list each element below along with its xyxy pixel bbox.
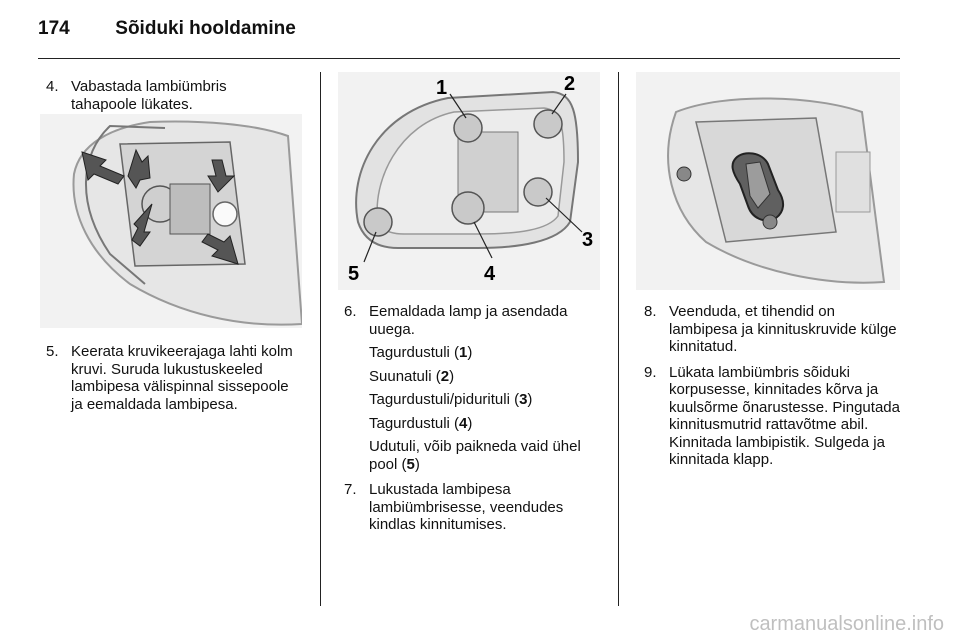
figure-lamp-housing-removal: [40, 114, 302, 328]
step-text: Veenduda, et tihendid on lambipesa ja kinnituskruvide külge kinnitatud.: [669, 303, 897, 355]
page-number: 174: [38, 18, 70, 39]
step-text: Eemaldada lamp ja asendada uuega.: [369, 303, 568, 338]
label-5: 5: [348, 263, 360, 285]
step-8: [644, 303, 900, 356]
step-number: 8.: [644, 303, 657, 320]
step-number: 6.: [344, 303, 357, 320]
watermark: carmanualsonline.info: [749, 613, 944, 635]
bulb-line-3: Tagurdustuli/piduritulі (3): [369, 391, 533, 408]
step-number: 5.: [46, 343, 59, 360]
step-5: [46, 343, 304, 413]
step-7: [344, 481, 600, 534]
label-3: 3: [582, 229, 594, 251]
page-header: [38, 18, 296, 40]
step-text: Lükata lambiümbris sõiduki korpusesse, kinnitades kõrva ja kuulsõrme õnarustesse. Pingutada kinnitusmutrid rattavõtme abil. Kinnitada lambipistik. Sulgeda ja kinnitada klapp.: [669, 363, 900, 468]
bulb-line-1: Tagurdustuli (1): [369, 344, 473, 361]
step-9: [644, 364, 900, 469]
bulb-line-2: Suunatuli (2): [369, 367, 455, 385]
step-6: [344, 303, 600, 338]
bulb-line-4: Tagurdustuli (4): [369, 414, 473, 432]
col2-text: [344, 303, 600, 534]
label-4: 4: [484, 263, 496, 285]
col3-text: [644, 303, 900, 469]
step-number: 4.: [46, 78, 59, 95]
step-4: [46, 78, 296, 113]
column-divider-2: [618, 72, 619, 606]
step-text: Vabastada lambiümbris tahapoole lükates.: [71, 78, 227, 113]
step-number: 9.: [644, 363, 657, 381]
step-text: Keerata kruvikeerajaga lahti kolm kruvi. Suruda lukustuskeeled lambipesa välispinnal sissepoole ja eemaldada lambipesa.: [71, 343, 293, 413]
step-number: 7.: [344, 481, 357, 498]
figure-bulb-locations: [338, 72, 600, 290]
column-divider-1: [320, 72, 321, 606]
section-title: Sõiduki hooldamine: [115, 18, 296, 39]
label-2: 2: [564, 73, 576, 95]
step-text: Lukustada lambipesa lambiümbrisesse, veendudes kindlas kinnitumises.: [369, 481, 564, 533]
figure-lamp-reinstall: [636, 72, 900, 290]
header-divider: [38, 58, 900, 59]
bulb-line-5: Udutuli, võib paikneda vaid ühel pool (5): [369, 438, 581, 473]
label-1: 1: [436, 77, 448, 99]
